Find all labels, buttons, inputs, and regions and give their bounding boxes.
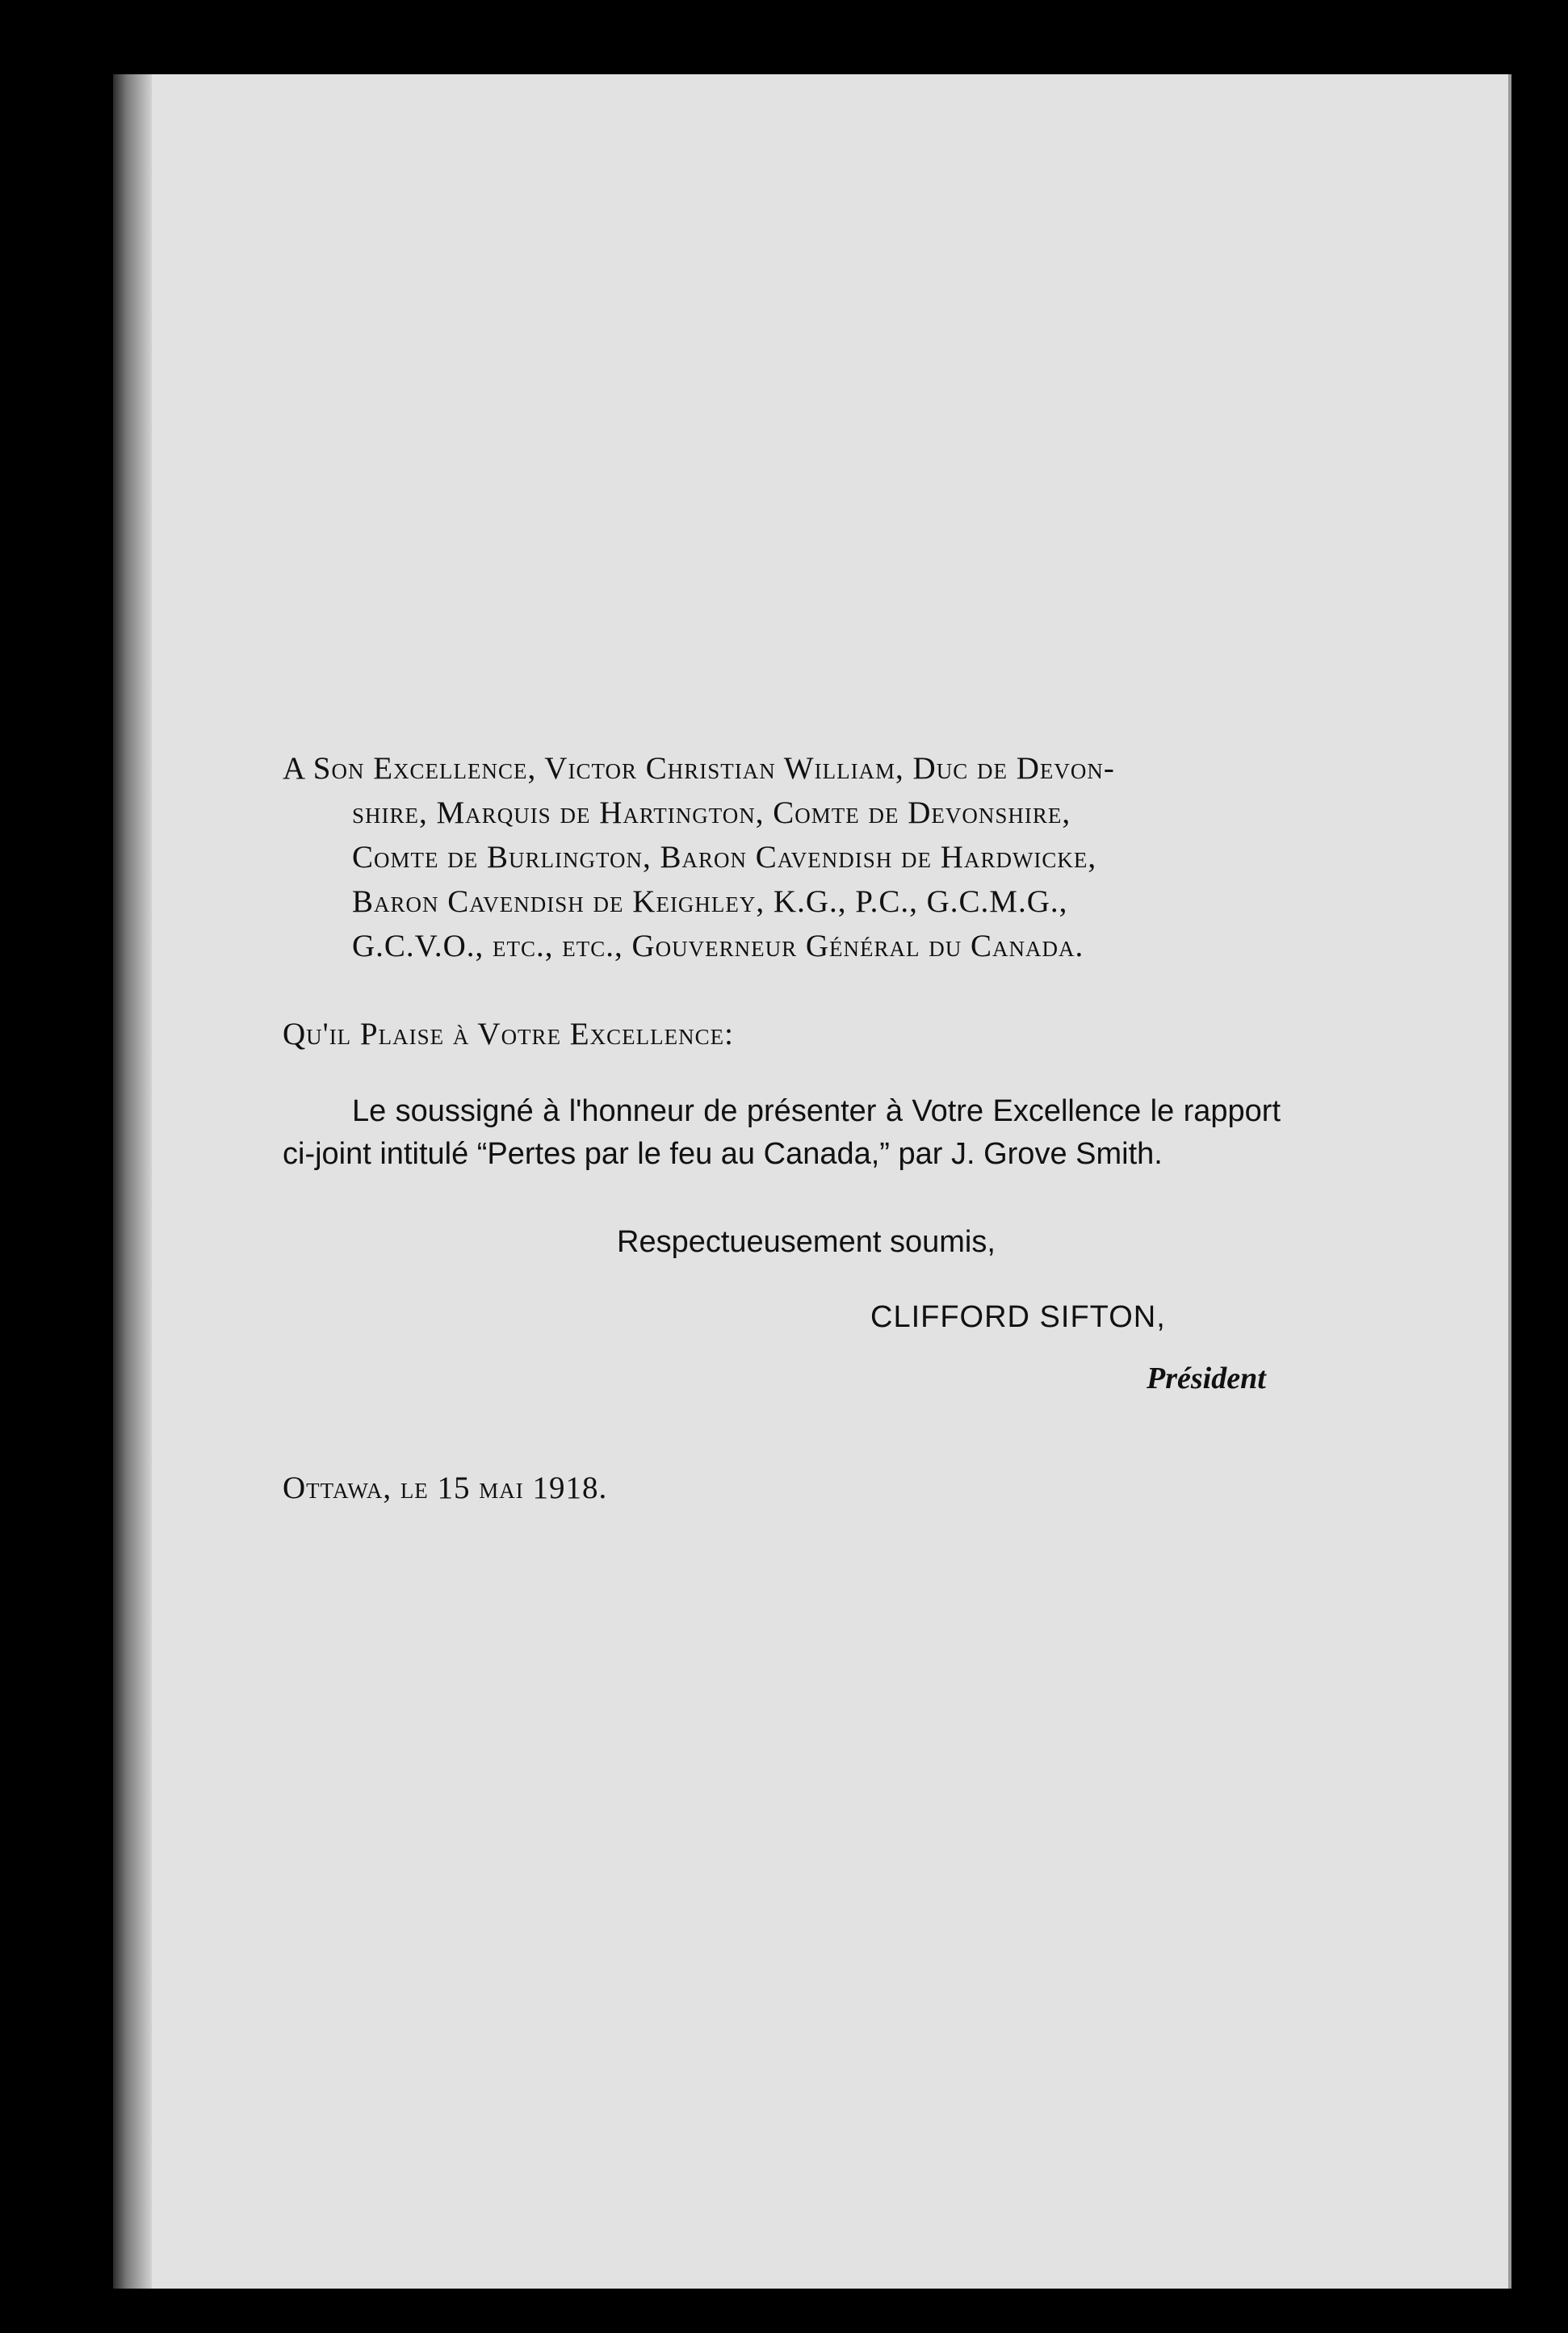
address-line: shire, Marquis de Hartington, Comte de Devonshire,: [352, 795, 1071, 830]
address-line: G.C.V.O., etc., etc., Gouverneur Général du Canada.: [352, 929, 1084, 963]
signatory-name: CLIFFORD SIFTON,: [870, 1300, 1166, 1334]
salutation: Qu'il Plaise à Votre Excellence:: [283, 1017, 734, 1051]
place-and-date: Ottawa, le 15 mai 1918.: [283, 1471, 608, 1505]
address-line: Baron Cavendish de Keighley, K.G., P.C., G.C.M.G.,: [352, 884, 1068, 919]
address-line: Comte de Burlington, Baron Cavendish de Hardwicke,: [352, 840, 1097, 875]
signatory-title: Président: [1147, 1362, 1266, 1395]
body-paragraph: Le soussigné à l'honneur de présenter à Votre Excellence le rapport ci-joint intitulé “Pertes par le feu au Canada,” par J. Grove Smith.: [283, 1094, 1281, 1171]
page-right-edge: [1508, 74, 1511, 2289]
paper-sheet: [113, 74, 1510, 2289]
dedication-address: [283, 746, 1284, 968]
address-line: A Son Excellence, Victor Christian William, Duc de Devon-: [283, 751, 1115, 786]
closing-phrase: Respectueusement soumis,: [617, 1225, 996, 1259]
binding-edge: [113, 74, 152, 2289]
